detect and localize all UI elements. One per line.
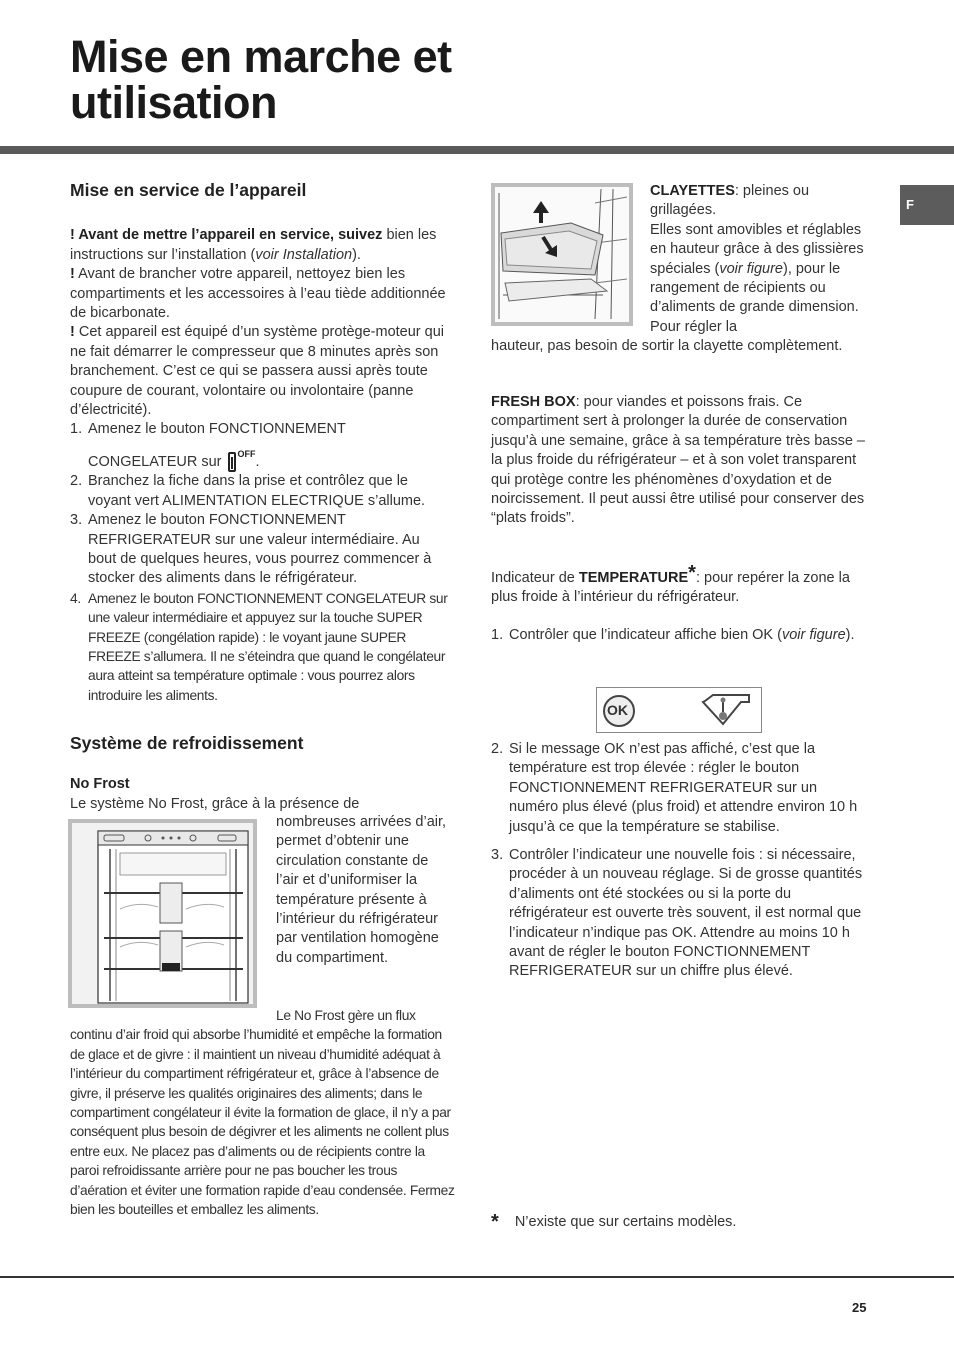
warning-1: ! Avant de mettre l’appareil en service, suivez bien les instructions sur l’installation (voir Installation). bbox=[70, 227, 437, 263]
knob-icon bbox=[228, 452, 236, 472]
freshbox-label: FRESH BOX bbox=[491, 394, 576, 410]
language-tab: F bbox=[900, 185, 954, 225]
temperature-label: TEMPERATURE bbox=[578, 570, 689, 586]
section-heading-setup: Mise en service de l’appareil bbox=[70, 180, 307, 200]
ok-label: OK bbox=[607, 702, 628, 718]
page-title bbox=[70, 31, 452, 128]
nofrost-title: No Frost bbox=[70, 776, 130, 793]
step-4: 4. Amenez le bouton FONCTIONNEMENT CONGELATEUR sur une valeur intermédiaire et appuyez sur la touche SUPER FREEZE (congélation rapide) : le voyant jaune SUPER FREEZE s’allumera. Il ne s’éteindra que quand le congélateur aura atteint sa température optimale : vous pourrez alors introduire les aliments. bbox=[70, 590, 448, 703]
section-heading-cooling: Système de refroidissement bbox=[70, 733, 304, 753]
nofrost-intro: Le système No Frost, grâce à la présence de bbox=[70, 795, 360, 812]
page-number: 25 bbox=[852, 1300, 867, 1315]
fridge-interior-illustration bbox=[68, 819, 257, 1008]
left-column bbox=[70, 181, 450, 705]
cooling-section bbox=[70, 734, 450, 814]
setup-steps bbox=[70, 420, 450, 705]
step-1: 1. Amenez le bouton FONCTIONNEMENT CONGELATEUR sur $^{OFF}$. bbox=[70, 421, 346, 470]
warning-2: ! Avant de brancher votre appareil, nettoyez bien les compartiments et les accessoires à l’eau tiède additionnée de bicarbonate. bbox=[70, 266, 446, 322]
nofrost-detail: Le No Frost gère un flux continu d’air froid qui absorbe l’humidité et empêche la formation de glace et de givre : il maintient un niveau d’humidité adéquat à l’intérieur du compartiment réfrigérateur et, grâce à l’absence de givre, il préserve les qualités originaires des aliments; dans le compartiment congélateur il évite la formation de glace, il n’y a par conséquent plus besoin de dégivrer et les aliments ne collent plus entre eux. Ne placez pas d’aliments ou de récipients contre la paroi refroidissante arrière pour ne pas boucher les trous d’aération et éviter une formation rapide d’eau condensée. Fermez bien les bouteilles et emballez les aliments. bbox=[70, 1008, 455, 1218]
ok-indicator-figure bbox=[596, 687, 762, 733]
footer-rule bbox=[0, 1276, 954, 1278]
nofrost-wrap-text: nombreuses arrivées d’air, permet d’obtenir une circulation constante de l’air et d’uniformiser la température présente à l’intérieur du réfrigérateur par ventilation homogène du compartiment. bbox=[276, 814, 447, 966]
clayettes-label: CLAYETTES bbox=[650, 183, 735, 199]
header-bar bbox=[0, 146, 954, 154]
freshbox-text: FRESH BOX: pour viandes et poissons frais. Ce compartiment sert à prolonger la durée de conservation jusqu’à une semaine, grâce à sa température très basse – la plus froide du réfrigérateur – et à son volet transparent qui protège contre les phénomènes d’oxydation et de noircissement. Il peut aussi être utilisé pour conserver des “plats froids”. bbox=[491, 394, 865, 527]
temp-step-3: 3. Contrôler l’indicateur une nouvelle fois : si nécessaire, procéder à un nouveau réglage. Si de grosse quantités d’aliments ont été stockées ou si la porte du réfrigérateur est ouverte très souvent, il est normal que l’indicateur n’indique pas OK. Attendre au moins 10 h avant de régler le bouton FONCTIONNEMENT REFRIGERATEUR sur un chiffre plus élevé. bbox=[491, 847, 863, 980]
temperature-steps bbox=[491, 626, 871, 645]
step-3: 3. Amenez le bouton FONCTIONNEMENT REFRIGERATEUR sur une valeur intermédiaire. Au bout de quelques heures, vous pourrez commencer à stocker des aliments dans le réfrigérateur. bbox=[70, 512, 432, 587]
clayettes-continued: hauteur, pas besoin de sortir la clayette complètement. bbox=[491, 338, 843, 354]
warning-3: ! Cet appareil est équipé d’un système protège-moteur qui ne fait démarrer le compresseur que 8 minutes après son branchement. C’est ce qui se passera aussi après toute coupure de courant, volontaire ou involontaire (panne d’électricité). bbox=[70, 324, 444, 419]
temperature-indicator-text: Indicateur de TEMPERATURE*: pour repérer la zone la plus froide à l’intérieur du réfrigérateur. 1. Contrôler que l’indicateur affiche bien OK (voir figure). bbox=[491, 564, 871, 645]
step-2: 2. Branchez la fiche dans la prise et contrôlez que le voyant vert ALIMENTATION ELECTRIQUE s’allume. bbox=[70, 473, 426, 509]
temp-step-2: 2. Si le message OK n’est pas affiché, c’est que la température est trop élevée : régler le bouton FONCTIONNEMENT REFRIGERATEUR sur un numéro plus élevé (plus froid) et attendre environ 10 h jusqu’à ce que la température se stabilise. bbox=[491, 741, 858, 835]
clayettes-text: CLAYETTES: pleines ou grillagées. Elles sont amovibles et réglables en hauteur grâce à des glissières spéciales (voir figure), pour le rangement de récipients ou d’aliments de grande dimension. Pour régler la bbox=[650, 183, 864, 335]
off-label: OFF bbox=[237, 448, 256, 459]
temperature-steps-continued bbox=[491, 740, 866, 982]
title-line-2: utilisation bbox=[70, 77, 277, 128]
footnote: * N’existe que sur certains modèles. bbox=[491, 1211, 737, 1233]
title-line-1: Mise en marche et bbox=[70, 31, 452, 82]
temp-step-1: 1. Contrôler que l’indicateur affiche bien OK (voir figure). bbox=[491, 626, 855, 643]
shelf-adjust-illustration bbox=[491, 183, 633, 326]
